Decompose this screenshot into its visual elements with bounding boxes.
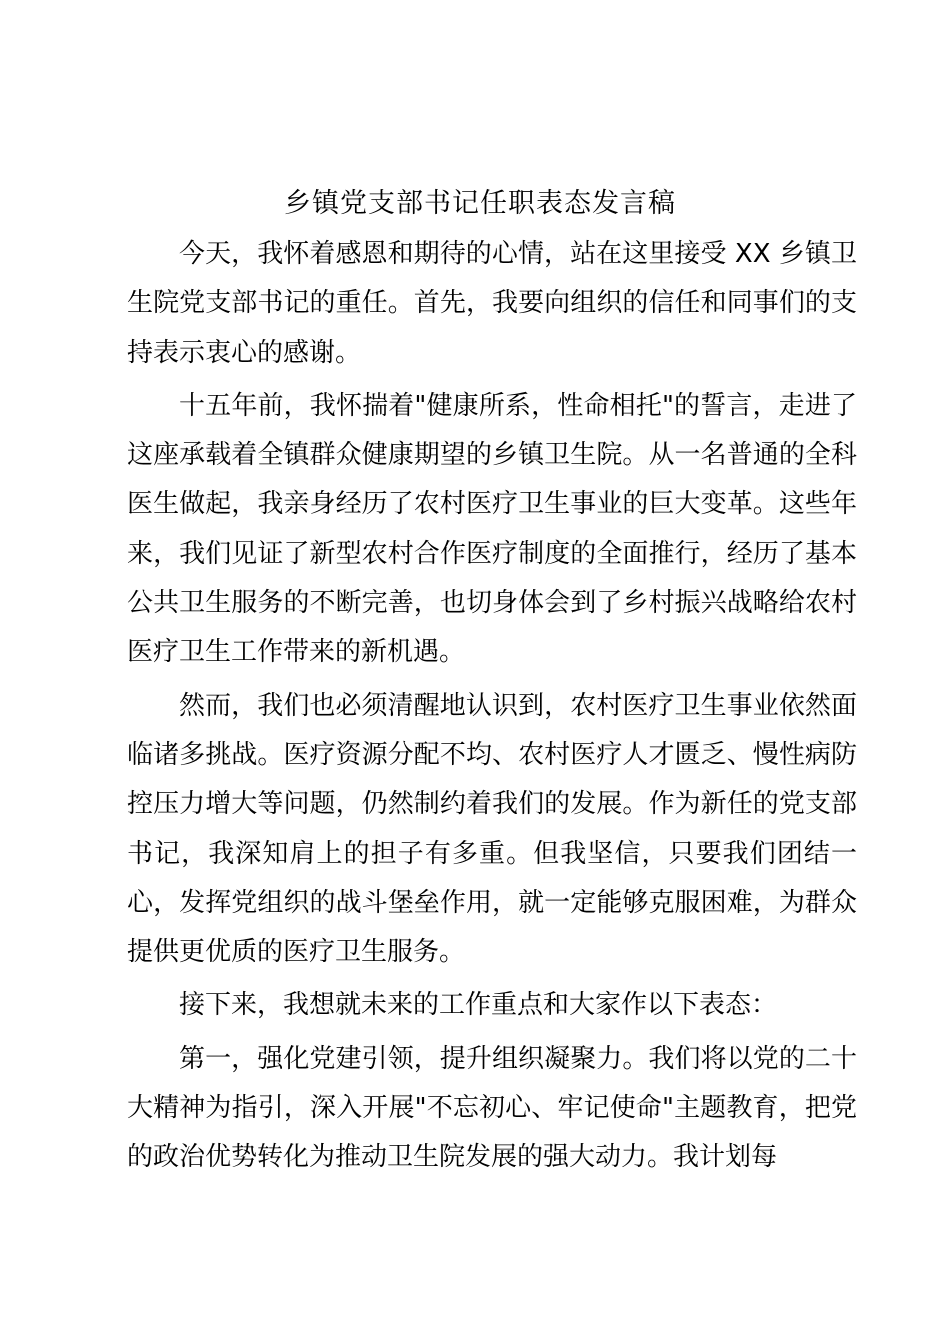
paragraph-4: 接下来，我想就未来的工作重点和大家作以下表态： <box>179 990 778 1021</box>
paragraph-5: 第一，强化党建引领，提升组织凝聚力。我们将以党的二十大精神为指引，深入开展"不忘初心、牢记使命"主题教育，把党的政治优势转化为推动卫生院发展的强大动力。我计划每 <box>127 1043 857 1173</box>
paragraph-2: 十五年前，我怀揣着"健康所系，性命相托"的誓言，走进了这座承载着全镇群众健康期望的乡镇卫生院。从一名普通的全科医生做起，我亲身经历了农村医疗卫生事业的巨大变革。这些年来，我们见证了新型农村合作医疗制度的全面推行，经历了基本公共卫生服务的不断完善，也切身体会到了乡村振兴战略给农村医疗卫生工作带来的新机遇。 <box>127 390 857 668</box>
document-body <box>127 230 857 1187</box>
document-title: 乡镇党支部书记任职表态发言稿 <box>284 188 676 219</box>
paragraph-1: 今天，我怀着感恩和期待的心情，站在这里接受 XX 乡镇卫生院党支部书记的重任。首先，我要向组织的信任和同事们的支持表示衷心的感谢。 <box>127 239 857 368</box>
paragraph-3: 然而，我们也必须清醒地认识到，农村医疗卫生事业依然面临诸多挑战。医疗资源分配不均、农村医疗人才匮乏、慢性病防控压力增大等问题，仍然制约着我们的发展。作为新任的党支部书记，我深知肩上的担子有多重。但我坚信，只要我们团结一心，发挥党组织的战斗堡垒作用，就一定能够克服困难，为群众提供更优质的医疗卫生服务。 <box>127 690 857 968</box>
